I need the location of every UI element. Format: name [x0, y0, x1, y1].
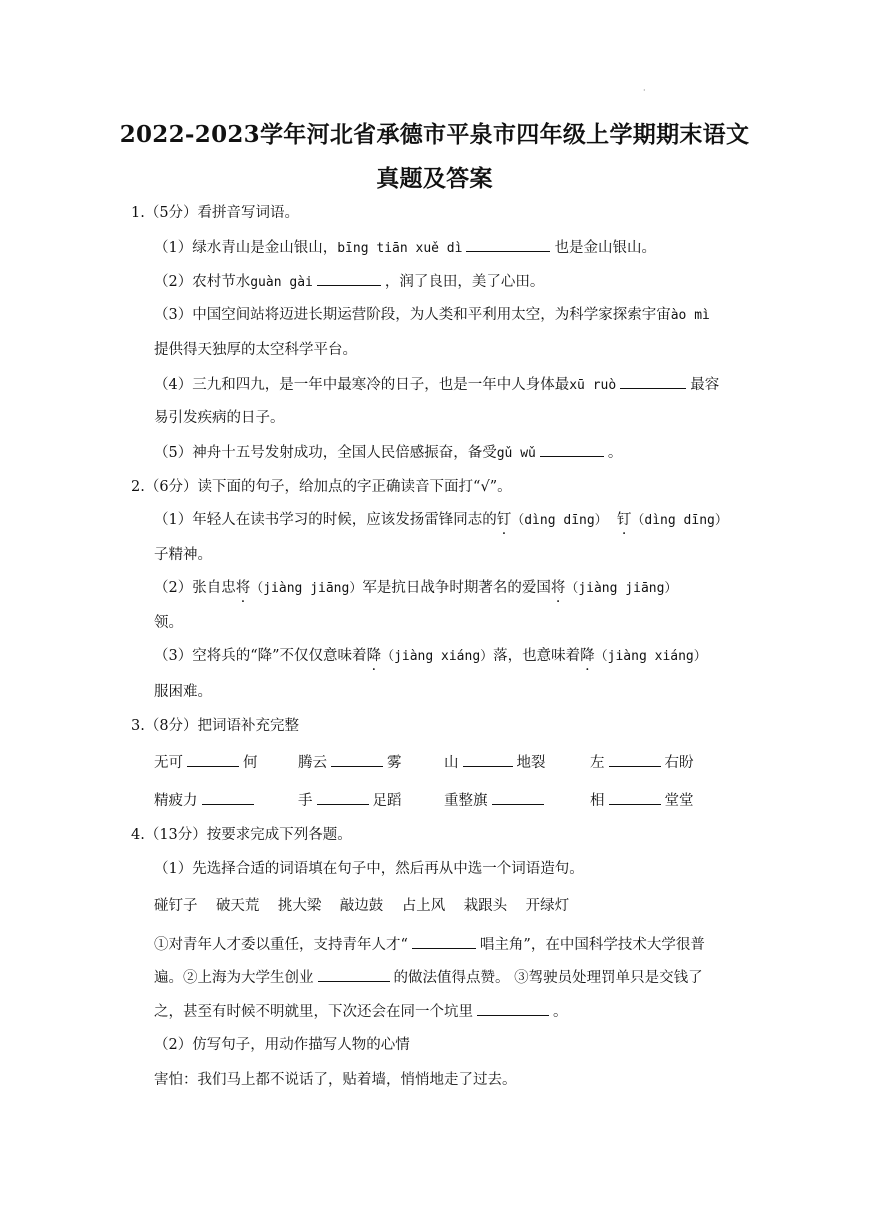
- idiom-item: 相 堂堂: [590, 790, 694, 811]
- q4-paragraph-line-1: ①对青年人才委以重任，支持青年人才“ 唱主角”，在中国科学技术大学很普: [154, 934, 705, 955]
- answer-blank[interactable]: [318, 967, 390, 982]
- answer-blank[interactable]: [466, 237, 550, 252]
- answer-blank[interactable]: [187, 752, 239, 767]
- q2-item-3: （3）空将兵的“降”不仅仅意味着降（jiàng xiáng）落，也意味着降（jiàng xiáng）: [154, 648, 707, 664]
- answer-blank[interactable]: [609, 790, 661, 805]
- q2-item-2: （2）张自忠将（jiàng jiāng）军是抗日战争时期著名的爱国将（jiàng jiāng）: [154, 580, 678, 596]
- q1-heading: 1.（5分）看拼音写词语。: [131, 205, 300, 221]
- q1-item-1: （1）绿水青山是金山银山，bīng tiān xuě dì 也是金山银山。: [154, 237, 656, 259]
- word-option: 敲边鼓: [339, 898, 384, 914]
- q2-heading: 2.（6分）读下面的句子，给加点的字正确读音下面打“√”。: [131, 479, 512, 495]
- word-option: 开绿灯: [525, 898, 570, 914]
- answer-blank[interactable]: [463, 752, 513, 767]
- pinyin-choice[interactable]: （jiàng jiāng）: [250, 581, 363, 596]
- word-option: 栽跟头: [463, 898, 508, 914]
- answer-blank[interactable]: [412, 934, 476, 949]
- idiom-item: 山 地裂: [444, 752, 546, 773]
- pinyin-choice[interactable]: （jiàng jiāng）: [565, 581, 678, 596]
- word-option: 占上风: [401, 898, 446, 914]
- header-mark: ·: [643, 86, 646, 95]
- q2-item-1: （1）年轻人在读书学习的时候，应该发扬雷锋同志的钉（dìng dīng） 钉（dìng dīng）: [154, 512, 728, 528]
- answer-blank[interactable]: [477, 1001, 549, 1016]
- q1-item-5: （5）神舟十五号发射成功，全国人民倍感振奋，备受gǔ wǔ 。: [154, 442, 622, 464]
- pinyin-choice[interactable]: （dìng dīng）: [631, 513, 728, 528]
- word-option: 碰钉子: [154, 898, 198, 914]
- q1-item-4-cont: 易引发疾病的日子。: [154, 410, 285, 426]
- q4-example: 害怕：我们马上都不说话了，贴着墙，悄悄地走了过去。: [154, 1072, 517, 1088]
- q1-item-3-cont: 提供得天独厚的太空科学平台。: [154, 342, 357, 358]
- idiom-item: 手 足蹈: [298, 790, 402, 811]
- pinyin-choice[interactable]: （dìng dīng）: [511, 513, 608, 528]
- idiom-item: 精疲力: [154, 790, 258, 811]
- answer-blank[interactable]: [540, 442, 604, 457]
- q1-item-2: （2）农村节水guàn gài ，润了良田，美了心田。: [154, 271, 544, 293]
- q2-item-2-cont: 领。: [154, 615, 183, 631]
- idiom-item: 重整旗: [444, 790, 548, 811]
- q4-heading: 4.（13分）按要求完成下列各题。: [131, 827, 352, 843]
- answer-blank[interactable]: [492, 790, 544, 805]
- q4-paragraph-line-2: 遍。②上海为大学生创业 的做法值得点赞。 ③驾驶员处理罚单只是交钱了: [154, 967, 703, 988]
- answer-blank[interactable]: [620, 374, 686, 389]
- q1-item-4: （4）三九和四九，是一年中最寒冷的日子，也是一年中人身体最xū ruò 最容: [154, 374, 719, 396]
- q2-item-1-cont: 子精神。: [154, 547, 212, 563]
- pinyin-choice[interactable]: （jiàng xiáng）: [594, 649, 707, 664]
- q3-heading: 3.（8分）把词语补充完整: [131, 718, 300, 734]
- q4-paragraph-line-3: 之，甚至有时候不明就里，下次还会在同一个坑里 。: [154, 1001, 568, 1022]
- pinyin-choice[interactable]: （jiàng xiáng）: [381, 649, 494, 664]
- document-subtitle: 真题及答案: [376, 165, 493, 192]
- idiom-item: 左 右盼: [590, 752, 694, 773]
- answer-blank[interactable]: [202, 790, 254, 805]
- document-title: 2022-2023学年河北省承德市平泉市四年级上学期期末语文: [119, 121, 750, 148]
- word-option: 挑大梁: [277, 898, 322, 914]
- answer-blank[interactable]: [317, 271, 381, 286]
- q2-item-3-cont: 服困难。: [154, 684, 212, 700]
- word-option: 破天荒: [215, 898, 260, 914]
- idiom-item: 腾云 雾: [298, 752, 402, 773]
- answer-blank[interactable]: [317, 790, 369, 805]
- q4-sub1: （1）先选择合适的词语填在句子中，然后再从中选一个词语造句。: [154, 861, 584, 877]
- answer-blank[interactable]: [609, 752, 661, 767]
- q1-item-3: （3）中国空间站将迈进长期运营阶段，为人类和平利用太空，为科学家探索宇宙ào mì: [154, 307, 710, 323]
- answer-blank[interactable]: [331, 752, 383, 767]
- idiom-item: 无可 何: [154, 752, 258, 773]
- word-bank: [154, 896, 569, 916]
- q4-sub2: （2）仿写句子，用动作描写人物的心情: [154, 1037, 410, 1053]
